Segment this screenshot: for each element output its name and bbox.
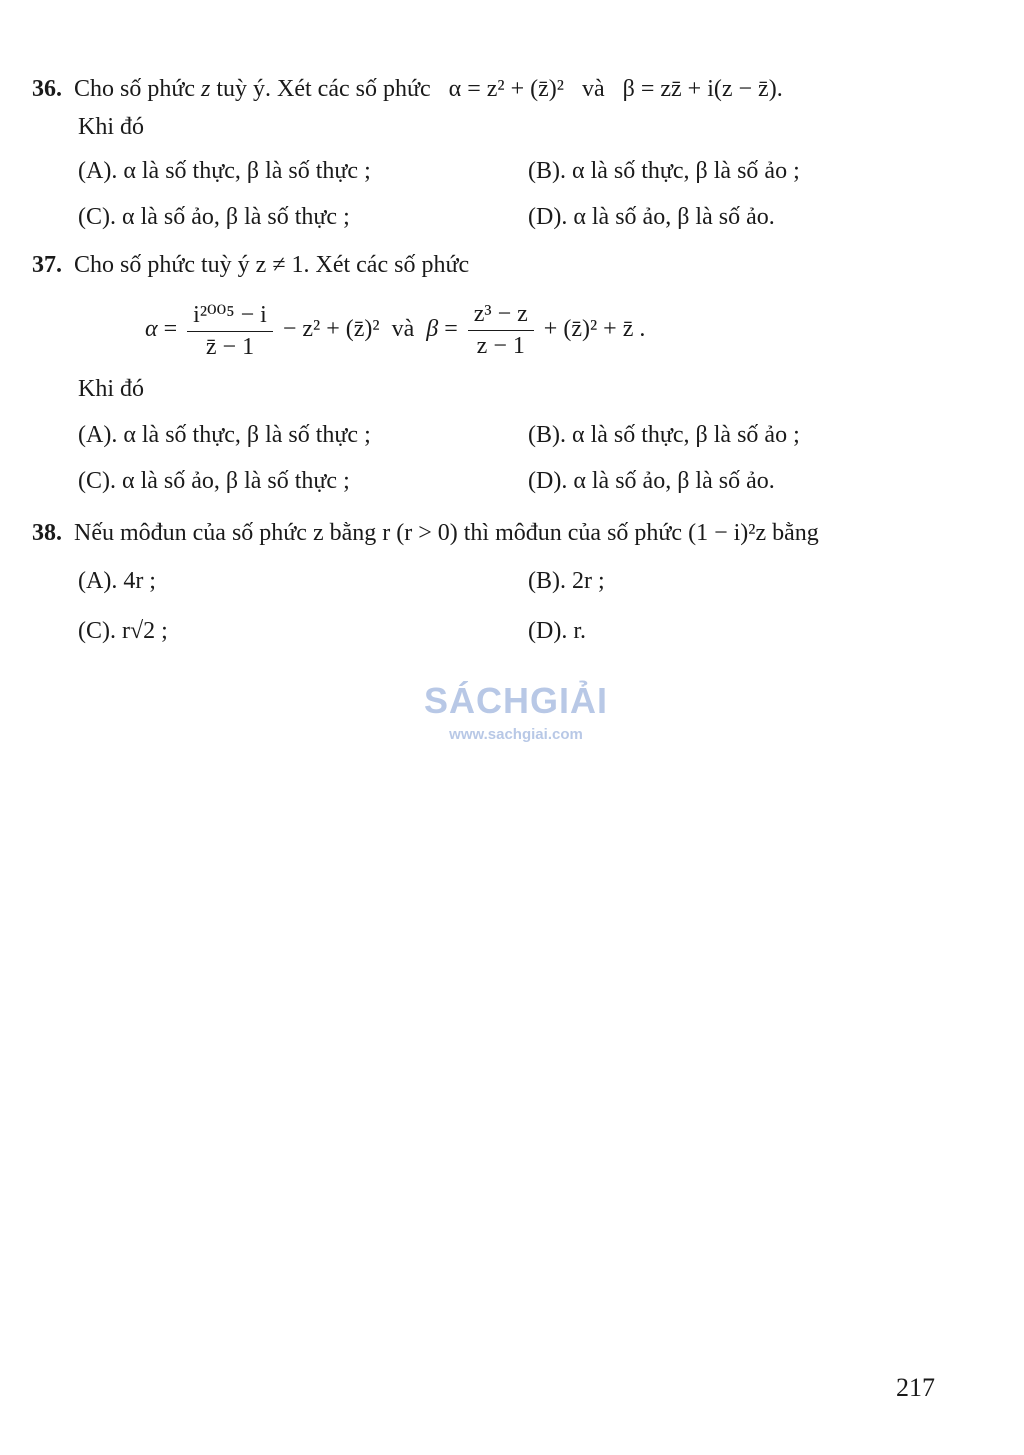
- question-text-2: tuỳ ý. Xét các số phức: [216, 76, 431, 102]
- formula-37: α = $\frac{\text{i²⁰⁰⁵ − i}}{z̄ - 1}$ − z² + (z̄)² và β = $\frac{\text{z³ − z}}{z - 1}$ + (z̄)² + z̄ .: [145, 301, 646, 360]
- alpha-numerator: i²⁰⁰⁵ − i: [187, 300, 273, 332]
- question-number: 38.: [32, 520, 62, 546]
- alpha-rest: − z² + (z̄)²: [282, 316, 380, 343]
- page-number: 217: [896, 1373, 935, 1402]
- alpha-fraction: [187, 300, 273, 361]
- option-a: (A). α là số thực, β là số thực ;: [78, 422, 371, 448]
- option-row: [78, 468, 958, 514]
- beta-expression: β = zz̄ + i(z − z̄).: [622, 76, 783, 102]
- alpha-denominator: z̄ − 1: [205, 334, 255, 360]
- beta-symbol: β: [426, 316, 439, 343]
- option-d: (D). α là số ảo, β là số ảo.: [528, 204, 775, 230]
- var-z: z: [201, 76, 211, 102]
- option-c: (C). α là số ảo, β là số thực ;: [78, 468, 350, 494]
- options-37: [78, 422, 958, 514]
- watermark-url: www.sachgiai.com: [449, 726, 583, 743]
- question-37: [32, 250, 964, 280]
- question-number: 37.: [32, 252, 62, 278]
- options-38: [78, 568, 958, 664]
- option-c: (C). α là số ảo, β là số thực ;: [78, 204, 350, 230]
- option-d: (D). r.: [528, 618, 586, 644]
- beta-denominator: z − 1: [476, 333, 525, 359]
- question-text: Cho số phức: [74, 76, 196, 102]
- khi-do-37: Khi đó: [78, 376, 144, 402]
- option-row: [78, 618, 958, 664]
- alpha-symbol: α: [145, 316, 158, 343]
- option-b: (B). 2r ;: [528, 568, 605, 594]
- option-a: (A). α là số thực, β là số thực ;: [78, 158, 371, 184]
- beta-fraction: [468, 301, 534, 360]
- option-row: [78, 158, 958, 204]
- and-word: và: [391, 316, 415, 343]
- question-text: Nếu môđun của số phức z bằng r (r > 0) thì môđun của số phức (1 − i)²z bằng: [74, 520, 819, 546]
- question-text: Cho số phức tuỳ ý z ≠ 1. Xét các số phức: [74, 252, 470, 278]
- option-d: (D). α là số ảo, β là số ảo.: [528, 468, 775, 494]
- options-36: [78, 158, 958, 250]
- option-c: (C). r√2 ;: [78, 618, 168, 644]
- option-row: [78, 422, 958, 468]
- option-row: [78, 568, 958, 618]
- option-b: (B). α là số thực, β là số ảo ;: [528, 158, 800, 184]
- option-a: (A). 4r ;: [78, 568, 156, 594]
- khi-do-36: Khi đó: [78, 114, 144, 140]
- alpha-expression: α = z² + (z̄)²: [448, 76, 564, 102]
- option-row: [78, 204, 958, 250]
- option-b: (B). α là số thực, β là số ảo ;: [528, 422, 800, 448]
- beta-rest: + (z̄)² + z̄ .: [543, 316, 646, 343]
- and-word: và: [581, 76, 605, 102]
- watermark: [411, 680, 621, 743]
- question-38: [32, 518, 964, 548]
- watermark-logo: SÁCHGIẢI: [423, 680, 608, 721]
- beta-numerator: z³ − z: [468, 301, 534, 331]
- question-number: 36.: [32, 76, 62, 102]
- question-36: [32, 74, 964, 104]
